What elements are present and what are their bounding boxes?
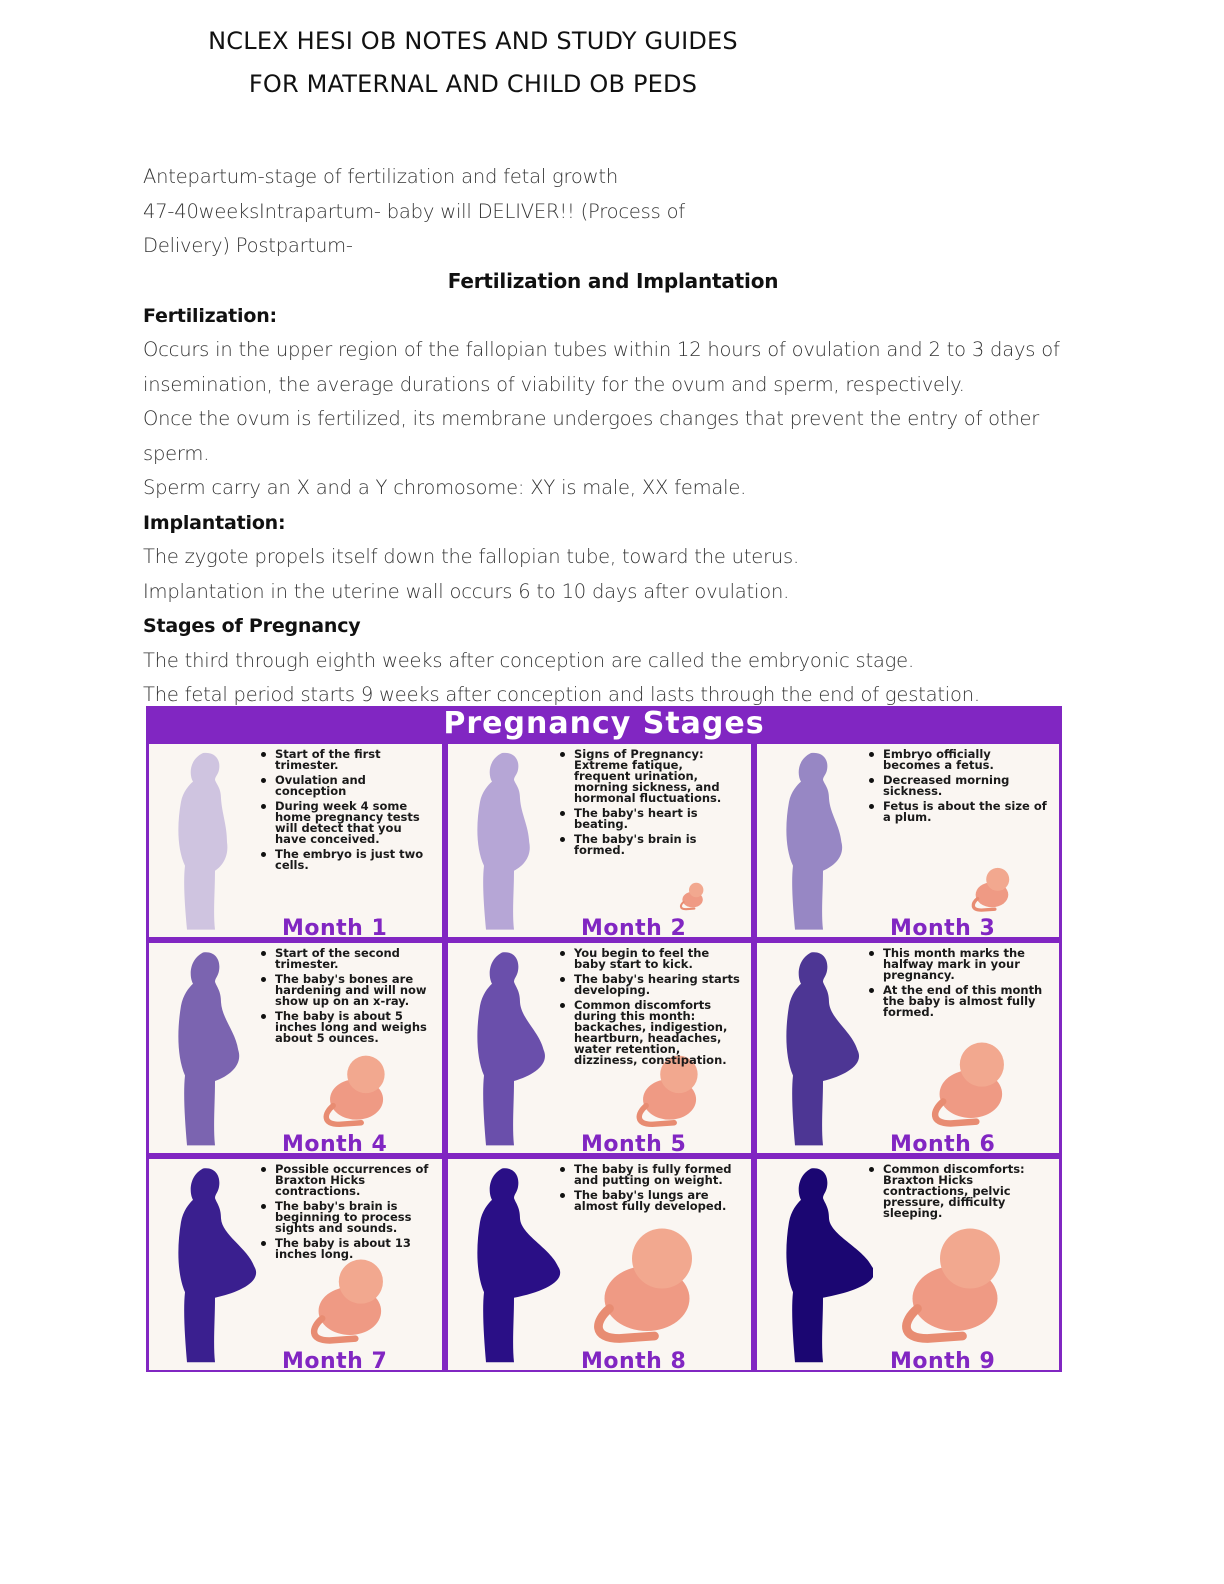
month-panel-5	[448, 943, 751, 1153]
month-bullet-item: Embryo officially becomes a fetus.	[865, 749, 1049, 771]
fetus-icon	[677, 881, 707, 911]
fertilization-paragraph-1: Occurs in the upper region of the fallopian tubes within 12 hours of ovulation and 2 to 3 days of insemination, the average durations of viability for the ovum and sperm, respectively.	[143, 338, 1060, 396]
fetus-icon	[923, 1037, 1015, 1129]
fertilization-paragraph-2: Once the ovum is fertilized, its membrane undergoes changes that prevent the entry of other sperm.	[143, 407, 1040, 465]
intro-block	[143, 160, 1083, 264]
month-bullet-item: Common discomforts: Braxton Hicks contractions, pelvic pressure, difficulty sleeping.	[865, 1164, 1049, 1219]
fetus-icon	[302, 1254, 394, 1346]
pregnant-silhouette-icon	[763, 748, 873, 933]
month-bullet-item: The baby's heart is beating.	[556, 808, 741, 830]
month-bullet-item: The baby is fully formed and putting on weight.	[556, 1164, 741, 1186]
month-bullet-item: Possible occurrences of Braxton Hicks contractions.	[257, 1164, 432, 1197]
pregnant-silhouette-icon	[454, 748, 564, 933]
implantation-heading: Implantation:	[143, 511, 286, 534]
pregnant-silhouette-icon	[454, 947, 564, 1149]
month-bullet-item: Common discomforts during this month: backaches, indigestion, heartburn, headaches, water retention, dizziness, constipation.	[556, 1000, 741, 1066]
month-bullet-item: The baby's lungs are almost fully developed.	[556, 1190, 741, 1212]
pregnant-silhouette-icon	[454, 1163, 564, 1366]
month-bullet-item: Ovulation and conception	[257, 775, 432, 797]
month-bullet-item: Signs of Pregnancy: Extreme fatique, frequent urination, morning sickness, and hormonal fluctuations.	[556, 749, 741, 804]
month-panel-1	[149, 744, 442, 937]
month-label: Month 9	[890, 1349, 996, 1370]
intro-line-2: 47-40weeksIntrapartum- baby will DELIVER!! (Process of	[143, 199, 685, 223]
month-label: Month 3	[890, 916, 996, 937]
month-bullet-item: The baby's brain is formed.	[556, 834, 741, 856]
month-bullet-item: The baby's brain is beginning to process sights and sounds.	[257, 1201, 432, 1234]
month-bullet-item: This month marks the halfway mark in your pregnancy.	[865, 948, 1049, 981]
month-bullet-item: The baby's hearing starts developing.	[556, 974, 741, 996]
infographic-title: Pregnancy Stages	[443, 706, 765, 741]
month-bullet-item: Start of the second trimester.	[257, 948, 432, 970]
stages-paragraph-2: The fetal period starts 9 weeks after conception and lasts through the end of gestation.	[143, 683, 980, 706]
month-bullet-item: The embryo is just two cells.	[257, 849, 432, 871]
intro-line-3: Delivery) Postpartum-	[143, 234, 353, 257]
month-label: Month 1	[282, 916, 388, 937]
stages-paragraph-1: The third through eighth weeks after conception are called the embryonic stage.	[143, 648, 914, 672]
pregnancy-stages-infographic	[146, 706, 1062, 1372]
fetus-icon	[890, 1221, 1015, 1346]
month-label: Month 2	[581, 916, 687, 937]
month-panel-2	[448, 744, 751, 937]
implantation-paragraph-1: The zygote propels itself down the fallopian tube, toward the uterus.	[143, 545, 799, 568]
month-bullet-item: The baby is about 5 inches long and weighs about 5 ounces.	[257, 1011, 432, 1044]
pregnant-silhouette-icon	[155, 748, 265, 933]
month-panel-4	[149, 943, 442, 1153]
month-bullets	[257, 749, 432, 875]
pregnant-silhouette-icon	[155, 1163, 265, 1366]
stages-heading: Stages of Pregnancy	[143, 615, 361, 637]
month-bullet-item: Start of the first trimester.	[257, 749, 432, 771]
fertilization-paragraph-3: Sperm carry an X and a Y chromosome: XY is male, XX female.	[143, 476, 747, 499]
implantation-paragraph-2: Implantation in the uterine wall occurs 6 to 10 days after ovulation.	[143, 579, 790, 603]
month-panel-8	[448, 1159, 751, 1370]
month-panel-9	[757, 1159, 1059, 1370]
month-label: Month 4	[282, 1132, 388, 1153]
fetus-icon	[967, 865, 1015, 913]
intro-line-1: Antepartum-stage of fertilization and fetal growth	[143, 165, 619, 188]
month-label: Month 8	[581, 1349, 687, 1370]
month-bullet-item: The baby is about 13 inches long.	[257, 1238, 432, 1260]
month-bullet-item: The baby's bones are hardening and will now show up on an x-ray.	[257, 974, 432, 1007]
month-bullets	[556, 948, 741, 1070]
month-bullets	[865, 1164, 1049, 1223]
month-bullets	[865, 749, 1049, 827]
month-bullets	[556, 1164, 741, 1216]
fertilization-heading: Fertilization:	[143, 304, 277, 327]
document-title-line-2: FOR MATERNAL AND CHILD OB PEDS	[248, 70, 698, 98]
pregnant-silhouette-icon	[763, 947, 873, 1149]
month-panel-7	[149, 1159, 442, 1370]
document-title-line-1: NCLEX HESI OB NOTES AND STUDY GUIDES	[208, 27, 738, 55]
fetus-icon	[582, 1221, 707, 1346]
month-label: Month 5	[581, 1132, 687, 1153]
month-bullet-item: At the end of this month the baby is almost fully formed.	[865, 985, 1049, 1018]
month-panel-6	[757, 943, 1059, 1153]
fetus-icon	[316, 1051, 394, 1129]
month-bullet-item: During week 4 some home pregnancy tests will detect that you have conceived.	[257, 801, 432, 845]
month-bullets	[257, 1164, 432, 1264]
month-panel-3	[757, 744, 1059, 937]
month-bullets	[257, 948, 432, 1048]
month-label: Month 6	[890, 1132, 996, 1153]
month-bullet-item: Decreased morning sickness.	[865, 775, 1049, 797]
month-label: Month 7	[282, 1349, 388, 1370]
month-bullet-item: Fetus is about the size of a plum.	[865, 801, 1049, 823]
pregnant-silhouette-icon	[155, 947, 265, 1149]
month-bullets	[556, 749, 741, 860]
pregnant-silhouette-icon	[763, 1163, 873, 1366]
month-bullet-item: You begin to feel the baby start to kick.	[556, 948, 741, 970]
main-content	[143, 264, 1083, 713]
section-heading: Fertilization and Implantation	[447, 269, 779, 293]
month-bullets	[865, 948, 1049, 1022]
